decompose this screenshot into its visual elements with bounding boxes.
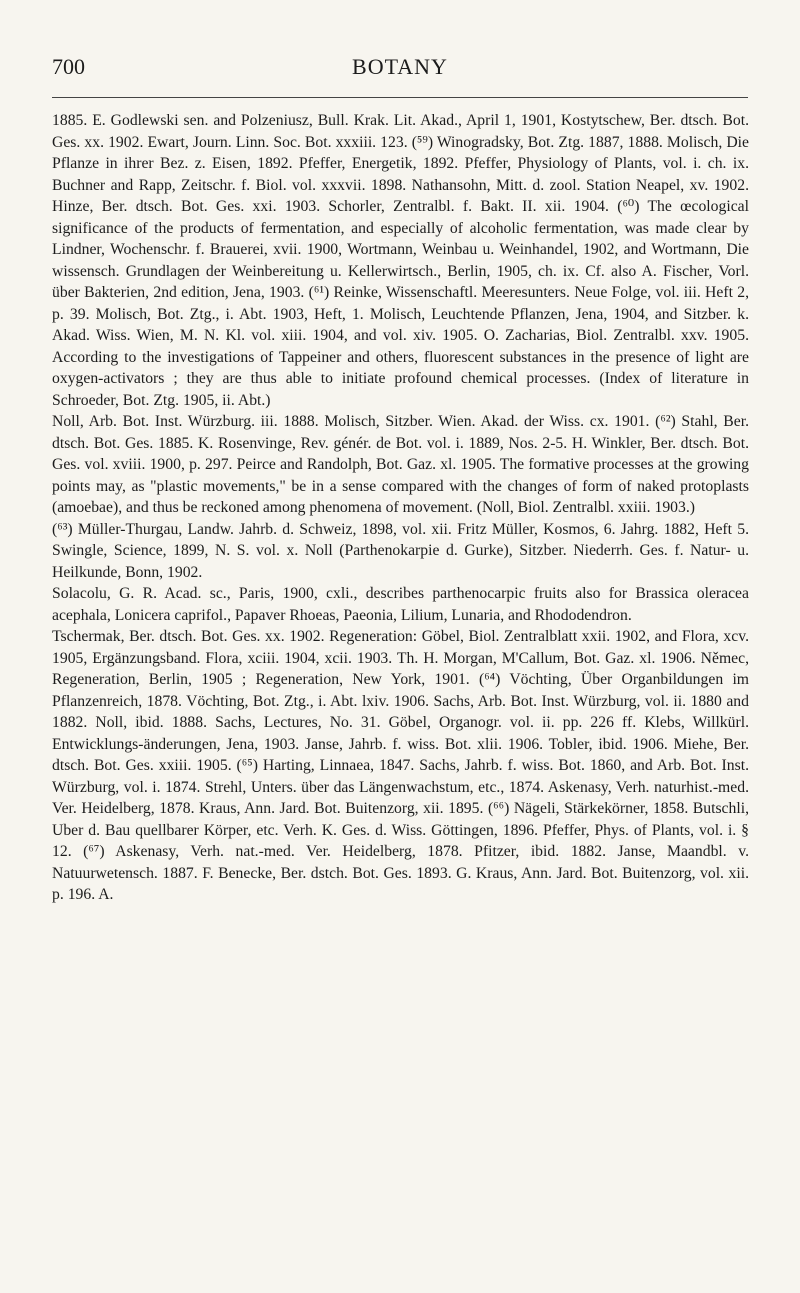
- footnotes-text: [52, 110, 749, 906]
- page-header: [52, 54, 748, 84]
- running-title: BOTANY: [352, 54, 448, 79]
- header-rule: [52, 97, 748, 98]
- paragraph-1: 1885. E. Godlewski sen. and Polzeniusz, Bull. Krak. Lit. Akad., April 1, 1901, Kostytschew, Ber. dtsch. Bot. Ges. xx. 1902. Ewart, Journ. Linn. Soc. Bot. xxxiii. 123. (⁵⁹) Winogradsky, Bot. Ztg. 1887, 1888. Molisch, Die Pflanze in ihrer Bez. z. Eisen, 1892. Pfeffer, Energetik, 1892. Pfeffer, Physiology of Plants, vol. i. ch. ix. Buchner and Rapp, Zeitschr. f. Biol. vol. xxxvii. 1898. Nathansohn, Mitt. d. zool. Station Neapel, xv. 1902. Hinze, Ber. dtsch. Bot. Ges. xxi. 1903. Schorler, Zentralbl. f. Bakt. II. xii. 1904. (⁶⁰) The œcological significance of the products of fermentation, and especially of alcoholic fermentation, was made clear by Lindner, Wochenschr. f. Brauerei, xvii. 1900, Wortmann, Weinbau u. Weinhandel, 1902, and Wortmann, Die wissensch. Grundlagen der Weinbereitung u. Kellerwirtsch., Berlin, 1905, ch. ix. Cf. also A. Fischer, Vorl. über Bakterien, 2nd edition, Jena, 1903. (⁶¹) Reinke, Wissenschaftl. Meeresunters. Neue Folge, vol. iii. Heft 2, p. 39. Molisch, Bot. Ztg., i. Abt. 1903, Heft, 1. Molisch, Leuchtende Pflanzen, Jena, 1904, and Sitzber. k. Akad. Wiss. Wien, M. N. Kl. vol. xiii. 1904, and vol. xiv. 1905. O. Zacharias, Biol. Zentralbl. xxv. 1905. According to the investigations of Tappeiner and others, fluorescent substances in the presence of light are oxygen-activators ; they are thus able to initiate profound chemical processes. (Index of literature in Schroeder, Bot. Ztg. 1905, ii. Abt.): [52, 112, 749, 409]
- paragraph-2: Noll, Arb. Bot. Inst. Würzburg. iii. 1888. Molisch, Sitzber. Wien. Akad. der Wiss. cx. 1901. (⁶²) Stahl, Ber. dtsch. Bot. Ges. 1885. K. Rosenvinge, Rev. génér. de Bot. vol. i. 1889, Nos. 2-5. H. Winkler, Ber. dtsch. Bot. Ges. vol. xviii. 1900, p. 297. Peirce and Randolph, Bot. Gaz. xl. 1905. The formative processes at the growing points may, as "plastic movements," be in a sense compared with the changes of form of naked protoplasts (amoebae), and thus be reckoned among phenomena of movement. (Noll, Biol. Zentralbl. xxiii. 1903.): [52, 413, 749, 516]
- paragraph-5: Tschermak, Ber. dtsch. Bot. Ges. xx. 1902. Regeneration: Göbel, Biol. Zentralblatt xxii. 1902, and Flora, xcv. 1905, Ergänzungsband. Flora, xciii. 1904, xcii. 1903. Th. H. Morgan, M'Callum, Bot. Gaz. xl. 1906. Němec, Regeneration, Berlin, 1905 ; Regeneration, New York, 1901. (⁶⁴) Vöchting, Über Organbildungen im Pflanzenreich, 1878. Vöchting, Bot. Ztg., i. Abt. lxiv. 1906. Sachs, Arb. Bot. Inst. Würzburg, vol. ii. 1880 and 1882. Noll, ibid. 1888. Sachs, Lectures, No. 31. Göbel, Organogr. vol. ii. pp. 226 ff. Klebs, Willkürl. Entwicklungs-änderungen, Jena, 1903. Janse, Jahrb. f. wiss. Bot. xlii. 1906. Tobler, ibid. 1906. Miehe, Ber. dtsch. Bot. Ges. xxiii. 1905. (⁶⁵) Harting, Linnaea, 1847. Sachs, Jahrb. f. wiss. Bot. 1860, and Arb. Bot. Inst. Würzburg, vol. i. 1874. Strehl, Unters. über das Längenwachstum, etc., 1874. Askenasy, Verh. naturhist.-med. Ver. Heidelberg, 1878. Kraus, Ann. Jard. Bot. Buitenzorg, xii. 1895. (⁶⁶) Nägeli, Stärkekörner, 1858. Butschli, Uber d. Bau quellbarer Körper, etc. Verh. K. Ges. d. Wiss. Göttingen, 1896. Pfeffer, Phys. of Plants, vol. i. § 12. (⁶⁷) Askenasy, Verh. nat.-med. Ver. Heidelberg, 1878. Pfitzer, ibid. 1882. Janse, Maandbl. v. Natuurwetensch. 1887. F. Benecke, Ber. dstch. Bot. Ges. 1893. G. Kraus, Ann. Jard. Bot. Buitenzorg, vol. xii. p. 196. A.: [52, 628, 749, 903]
- page-number: 700: [52, 54, 85, 79]
- paragraph-4: Solacolu, G. R. Acad. sc., Paris, 1900, cxli., describes parthenocarpic fruits also for Brassica oleracea acephala, Lonicera caprifol., Papaver Rhoeas, Paeonia, Lilium, Lunaria, and Rhododendron.: [52, 585, 749, 624]
- paragraph-3: (⁶³) Müller-Thurgau, Landw. Jahrb. d. Schweiz, 1898, vol. xii. Fritz Müller, Kosmos, 6. Jahrg. 1882, Heft 5. Swingle, Science, 1899, N. S. vol. x. Noll (Parthenokarpie d. Gurke), Sitzber. Niederrh. Ges. f. Natur- u. Heilkunde, Bonn, 1902.: [52, 520, 749, 581]
